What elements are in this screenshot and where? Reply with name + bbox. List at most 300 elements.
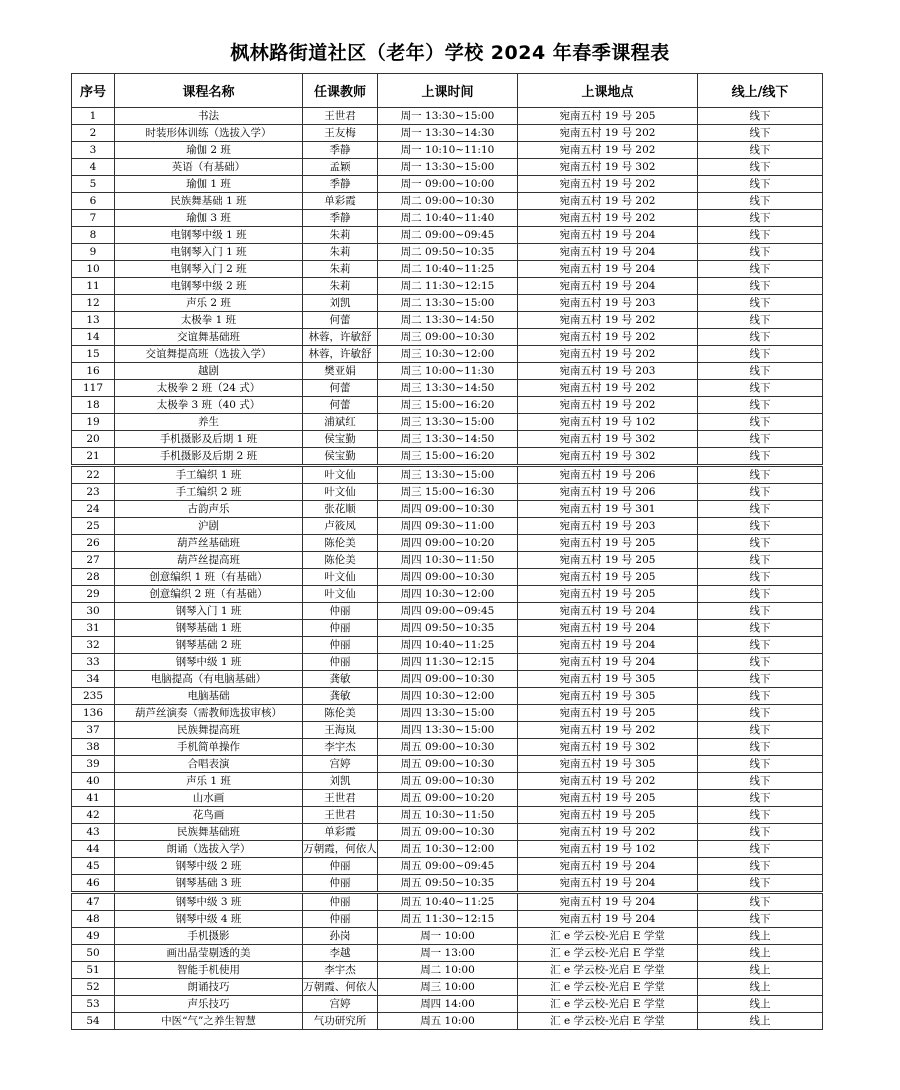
cell-location: 汇 e 学云校-光启 E 学堂 xyxy=(518,996,698,1013)
cell-index: 39 xyxy=(72,756,115,773)
cell-time: 周五 09:00~10:30 xyxy=(378,773,518,790)
cell-mode: 线下 xyxy=(698,824,823,841)
cell-teacher: 李宇杰 xyxy=(303,962,378,979)
cell-time: 周三 13:30~15:00 xyxy=(378,414,518,431)
cell-course: 太极拳 3 班（40 式） xyxy=(115,397,303,414)
cell-index: 28 xyxy=(72,569,115,586)
cell-index: 5 xyxy=(72,176,115,193)
cell-course: 民族舞提高班 xyxy=(115,722,303,739)
table-row xyxy=(72,244,823,261)
cell-teacher: 孟颖 xyxy=(303,159,378,176)
cell-index: 44 xyxy=(72,841,115,858)
cell-mode: 线上 xyxy=(698,928,823,945)
cell-mode: 线下 xyxy=(698,210,823,227)
table-row xyxy=(72,620,823,637)
table-row xyxy=(72,448,823,466)
header-cell-course: 课程名称 xyxy=(115,74,303,108)
cell-time: 周三 15:00~16:30 xyxy=(378,484,518,501)
cell-teacher: 仲丽 xyxy=(303,911,378,928)
cell-teacher: 朱莉 xyxy=(303,227,378,244)
cell-index: 22 xyxy=(72,466,115,484)
cell-location: 宛南五村 19 号 204 xyxy=(518,278,698,295)
cell-teacher: 卢筱凤 xyxy=(303,518,378,535)
cell-course: 手机摄影及后期 2 班 xyxy=(115,448,303,466)
cell-time: 周四 09:00~10:20 xyxy=(378,535,518,552)
cell-index: 30 xyxy=(72,603,115,620)
table-row xyxy=(72,911,823,928)
cell-mode: 线下 xyxy=(698,620,823,637)
table-row xyxy=(72,193,823,210)
cell-location: 宛南五村 19 号 202 xyxy=(518,329,698,346)
cell-mode: 线下 xyxy=(698,431,823,448)
cell-index: 19 xyxy=(72,414,115,431)
cell-index: 4 xyxy=(72,159,115,176)
cell-index: 29 xyxy=(72,586,115,603)
table-row xyxy=(72,841,823,858)
cell-course: 葫芦丝基础班 xyxy=(115,535,303,552)
cell-mode: 线上 xyxy=(698,996,823,1013)
cell-course: 创意编织 1 班（有基础） xyxy=(115,569,303,586)
table-row xyxy=(72,552,823,569)
cell-location: 宛南五村 19 号 203 xyxy=(518,295,698,312)
cell-index: 49 xyxy=(72,928,115,945)
cell-index: 235 xyxy=(72,688,115,705)
cell-location: 宛南五村 19 号 305 xyxy=(518,688,698,705)
cell-time: 周一 13:30~14:30 xyxy=(378,125,518,142)
schedule-table xyxy=(71,73,823,1030)
cell-location: 宛南五村 19 号 102 xyxy=(518,414,698,431)
cell-index: 42 xyxy=(72,807,115,824)
cell-course: 手工编织 1 班 xyxy=(115,466,303,484)
cell-time: 周四 10:40~11:25 xyxy=(378,637,518,654)
header-cell-time: 上课时间 xyxy=(378,74,518,108)
cell-mode: 线下 xyxy=(698,414,823,431)
cell-time: 周五 11:30~12:15 xyxy=(378,911,518,928)
cell-index: 9 xyxy=(72,244,115,261)
cell-index: 13 xyxy=(72,312,115,329)
cell-course: 时装形体训练（选拔入学） xyxy=(115,125,303,142)
table-row xyxy=(72,945,823,962)
cell-time: 周五 09:00~09:45 xyxy=(378,858,518,875)
cell-mode: 线下 xyxy=(698,790,823,807)
cell-teacher: 李越 xyxy=(303,945,378,962)
cell-mode: 线下 xyxy=(698,688,823,705)
cell-mode: 线下 xyxy=(698,911,823,928)
cell-teacher: 侯宝勤 xyxy=(303,431,378,448)
cell-index: 20 xyxy=(72,431,115,448)
cell-index: 24 xyxy=(72,501,115,518)
cell-mode: 线下 xyxy=(698,227,823,244)
cell-mode: 线下 xyxy=(698,671,823,688)
cell-mode: 线下 xyxy=(698,193,823,210)
cell-teacher: 叶文仙 xyxy=(303,484,378,501)
cell-index: 21 xyxy=(72,448,115,466)
cell-time: 周二 10:40~11:25 xyxy=(378,261,518,278)
cell-mode: 线下 xyxy=(698,858,823,875)
cell-course: 创意编织 2 班（有基础） xyxy=(115,586,303,603)
cell-mode: 线下 xyxy=(698,654,823,671)
table-row xyxy=(72,858,823,875)
cell-location: 宛南五村 19 号 204 xyxy=(518,911,698,928)
cell-time: 周四 13:30~15:00 xyxy=(378,705,518,722)
cell-teacher: 叶文仙 xyxy=(303,586,378,603)
table-row xyxy=(72,928,823,945)
cell-course: 钢琴中级 1 班 xyxy=(115,654,303,671)
cell-location: 汇 e 学云校-光启 E 学堂 xyxy=(518,928,698,945)
cell-teacher: 仲丽 xyxy=(303,603,378,620)
cell-teacher: 仲丽 xyxy=(303,875,378,893)
cell-mode: 线下 xyxy=(698,807,823,824)
cell-course: 沪剧 xyxy=(115,518,303,535)
cell-mode: 线下 xyxy=(698,466,823,484)
table-row xyxy=(72,227,823,244)
cell-index: 136 xyxy=(72,705,115,722)
table-row xyxy=(72,773,823,790)
cell-teacher: 孙岗 xyxy=(303,928,378,945)
table-row xyxy=(72,484,823,501)
cell-index: 16 xyxy=(72,363,115,380)
table-row xyxy=(72,807,823,824)
cell-course: 养生 xyxy=(115,414,303,431)
cell-index: 32 xyxy=(72,637,115,654)
cell-course: 钢琴中级 3 班 xyxy=(115,893,303,911)
cell-index: 46 xyxy=(72,875,115,893)
cell-time: 周五 09:00~10:30 xyxy=(378,824,518,841)
cell-mode: 线下 xyxy=(698,637,823,654)
table-row xyxy=(72,518,823,535)
cell-mode: 线下 xyxy=(698,875,823,893)
cell-teacher: 刘凯 xyxy=(303,295,378,312)
cell-time: 周四 14:00 xyxy=(378,996,518,1013)
table-row xyxy=(72,893,823,911)
header-cell-index: 序号 xyxy=(72,74,115,108)
cell-location: 宛南五村 19 号 102 xyxy=(518,841,698,858)
cell-course: 声乐技巧 xyxy=(115,996,303,1013)
cell-time: 周五 10:00 xyxy=(378,1013,518,1030)
cell-time: 周三 15:00~16:20 xyxy=(378,448,518,466)
cell-mode: 线下 xyxy=(698,773,823,790)
cell-teacher: 陈伦美 xyxy=(303,535,378,552)
table-row xyxy=(72,176,823,193)
cell-teacher: 万朝霞，何依人 xyxy=(303,841,378,858)
cell-location: 宛南五村 19 号 205 xyxy=(518,552,698,569)
cell-index: 8 xyxy=(72,227,115,244)
cell-teacher: 李宇杰 xyxy=(303,739,378,756)
table-row xyxy=(72,603,823,620)
cell-location: 宛南五村 19 号 204 xyxy=(518,244,698,261)
cell-teacher: 单彩霞 xyxy=(303,824,378,841)
cell-time: 周二 13:30~14:50 xyxy=(378,312,518,329)
cell-location: 宛南五村 19 号 204 xyxy=(518,654,698,671)
cell-time: 周四 09:30~11:00 xyxy=(378,518,518,535)
cell-teacher: 仲丽 xyxy=(303,620,378,637)
table-row xyxy=(72,671,823,688)
cell-course: 电脑基础 xyxy=(115,688,303,705)
table-row xyxy=(72,875,823,893)
cell-teacher: 朱莉 xyxy=(303,244,378,261)
cell-index: 14 xyxy=(72,329,115,346)
cell-index: 117 xyxy=(72,380,115,397)
cell-index: 11 xyxy=(72,278,115,295)
cell-mode: 线上 xyxy=(698,979,823,996)
table-row xyxy=(72,125,823,142)
table-row xyxy=(72,278,823,295)
cell-teacher: 陈伦美 xyxy=(303,552,378,569)
cell-location: 宛南五村 19 号 202 xyxy=(518,773,698,790)
cell-teacher: 浦斌红 xyxy=(303,414,378,431)
cell-time: 周四 10:30~11:50 xyxy=(378,552,518,569)
table-row xyxy=(72,654,823,671)
cell-time: 周四 09:00~10:30 xyxy=(378,569,518,586)
cell-time: 周四 09:50~10:35 xyxy=(378,620,518,637)
cell-mode: 线下 xyxy=(698,569,823,586)
cell-mode: 线下 xyxy=(698,244,823,261)
cell-course: 电钢琴中级 1 班 xyxy=(115,227,303,244)
cell-course: 手机简单操作 xyxy=(115,739,303,756)
table-row xyxy=(72,688,823,705)
cell-time: 周一 13:00 xyxy=(378,945,518,962)
cell-index: 52 xyxy=(72,979,115,996)
cell-course: 智能手机使用 xyxy=(115,962,303,979)
table-row xyxy=(72,739,823,756)
cell-index: 2 xyxy=(72,125,115,142)
cell-index: 31 xyxy=(72,620,115,637)
cell-location: 宛南五村 19 号 202 xyxy=(518,380,698,397)
cell-course: 钢琴基础 3 班 xyxy=(115,875,303,893)
table-row xyxy=(72,586,823,603)
table-row xyxy=(72,1013,823,1030)
cell-course: 钢琴基础 1 班 xyxy=(115,620,303,637)
cell-teacher: 仲丽 xyxy=(303,858,378,875)
cell-location: 宛南五村 19 号 202 xyxy=(518,125,698,142)
cell-time: 周三 09:00~10:30 xyxy=(378,329,518,346)
table-row xyxy=(72,159,823,176)
cell-course: 钢琴入门 1 班 xyxy=(115,603,303,620)
header-cell-teacher: 任课教师 xyxy=(303,74,378,108)
cell-index: 47 xyxy=(72,893,115,911)
cell-teacher: 单彩霞 xyxy=(303,193,378,210)
cell-course: 交谊舞基础班 xyxy=(115,329,303,346)
cell-course: 手机摄影 xyxy=(115,928,303,945)
cell-course: 朗诵（选拔入学） xyxy=(115,841,303,858)
cell-mode: 线下 xyxy=(698,329,823,346)
cell-time: 周二 09:00~10:30 xyxy=(378,193,518,210)
cell-location: 宛南五村 19 号 302 xyxy=(518,739,698,756)
cell-index: 27 xyxy=(72,552,115,569)
cell-mode: 线下 xyxy=(698,176,823,193)
cell-time: 周五 10:30~12:00 xyxy=(378,841,518,858)
cell-mode: 线下 xyxy=(698,501,823,518)
table-row xyxy=(72,756,823,773)
cell-mode: 线下 xyxy=(698,535,823,552)
cell-location: 宛南五村 19 号 205 xyxy=(518,586,698,603)
cell-time: 周一 13:30~15:00 xyxy=(378,108,518,125)
table-row xyxy=(72,380,823,397)
header-cell-location: 上课地点 xyxy=(518,74,698,108)
cell-course: 声乐 2 班 xyxy=(115,295,303,312)
cell-course: 画出晶莹剔透的美 xyxy=(115,945,303,962)
cell-mode: 线下 xyxy=(698,893,823,911)
cell-mode: 线下 xyxy=(698,756,823,773)
cell-teacher: 陈伦美 xyxy=(303,705,378,722)
cell-mode: 线下 xyxy=(698,261,823,278)
cell-time: 周五 10:30~11:50 xyxy=(378,807,518,824)
cell-index: 18 xyxy=(72,397,115,414)
cell-mode: 线下 xyxy=(698,586,823,603)
cell-time: 周三 15:00~16:20 xyxy=(378,397,518,414)
cell-course: 葫芦丝提高班 xyxy=(115,552,303,569)
cell-course: 民族舞基础 1 班 xyxy=(115,193,303,210)
table-row xyxy=(72,637,823,654)
cell-teacher: 樊亚娟 xyxy=(303,363,378,380)
cell-teacher: 龚敏 xyxy=(303,671,378,688)
cell-location: 宛南五村 19 号 302 xyxy=(518,159,698,176)
cell-course: 瑜伽 3 班 xyxy=(115,210,303,227)
cell-location: 宛南五村 19 号 205 xyxy=(518,108,698,125)
cell-teacher: 朱莉 xyxy=(303,278,378,295)
cell-index: 53 xyxy=(72,996,115,1013)
cell-time: 周三 10:00~11:30 xyxy=(378,363,518,380)
table-row xyxy=(72,824,823,841)
cell-mode: 线上 xyxy=(698,1013,823,1030)
cell-course: 中医“气”之养生智慧 xyxy=(115,1013,303,1030)
cell-location: 汇 e 学云校-光启 E 学堂 xyxy=(518,945,698,962)
cell-course: 太极拳 1 班 xyxy=(115,312,303,329)
cell-location: 宛南五村 19 号 204 xyxy=(518,637,698,654)
cell-location: 宛南五村 19 号 202 xyxy=(518,722,698,739)
table-row xyxy=(72,295,823,312)
cell-mode: 线下 xyxy=(698,705,823,722)
cell-mode: 线下 xyxy=(698,125,823,142)
cell-location: 宛南五村 19 号 204 xyxy=(518,227,698,244)
cell-location: 宛南五村 19 号 202 xyxy=(518,346,698,363)
cell-teacher: 仲丽 xyxy=(303,893,378,911)
cell-index: 41 xyxy=(72,790,115,807)
cell-mode: 线下 xyxy=(698,295,823,312)
cell-time: 周四 11:30~12:15 xyxy=(378,654,518,671)
cell-course: 葫芦丝演奏（需教师选拔审核） xyxy=(115,705,303,722)
table-row xyxy=(72,142,823,159)
cell-teacher: 王世君 xyxy=(303,807,378,824)
cell-course: 民族舞基础班 xyxy=(115,824,303,841)
table-row xyxy=(72,363,823,380)
table-row xyxy=(72,790,823,807)
cell-location: 宛南五村 19 号 205 xyxy=(518,535,698,552)
cell-teacher: 张花顺 xyxy=(303,501,378,518)
cell-teacher: 刘凯 xyxy=(303,773,378,790)
cell-location: 宛南五村 19 号 302 xyxy=(518,431,698,448)
cell-course: 瑜伽 2 班 xyxy=(115,142,303,159)
cell-location: 宛南五村 19 号 202 xyxy=(518,312,698,329)
cell-index: 23 xyxy=(72,484,115,501)
cell-time: 周四 10:30~12:00 xyxy=(378,688,518,705)
cell-index: 54 xyxy=(72,1013,115,1030)
cell-course: 手工编织 2 班 xyxy=(115,484,303,501)
cell-teacher: 气功研究所 xyxy=(303,1013,378,1030)
table-row xyxy=(72,501,823,518)
table-row xyxy=(72,535,823,552)
cell-course: 古韵声乐 xyxy=(115,501,303,518)
cell-time: 周四 09:00~10:30 xyxy=(378,501,518,518)
cell-index: 7 xyxy=(72,210,115,227)
table-row xyxy=(72,346,823,363)
cell-index: 25 xyxy=(72,518,115,535)
cell-mode: 线上 xyxy=(698,962,823,979)
cell-location: 宛南五村 19 号 202 xyxy=(518,142,698,159)
cell-time: 周三 10:00 xyxy=(378,979,518,996)
cell-time: 周四 09:00~09:45 xyxy=(378,603,518,620)
cell-mode: 线下 xyxy=(698,312,823,329)
cell-course: 朗诵技巧 xyxy=(115,979,303,996)
cell-time: 周二 10:00 xyxy=(378,962,518,979)
cell-location: 汇 e 学云校-光启 E 学堂 xyxy=(518,1013,698,1030)
cell-time: 周三 10:30~12:00 xyxy=(378,346,518,363)
table-row xyxy=(72,705,823,722)
cell-location: 宛南五村 19 号 205 xyxy=(518,705,698,722)
cell-time: 周一 09:00~10:00 xyxy=(378,176,518,193)
cell-time: 周一 10:00 xyxy=(378,928,518,945)
cell-mode: 线上 xyxy=(698,945,823,962)
cell-index: 12 xyxy=(72,295,115,312)
cell-course: 英语（有基础） xyxy=(115,159,303,176)
cell-time: 周一 10:10~11:10 xyxy=(378,142,518,159)
cell-teacher: 仲丽 xyxy=(303,637,378,654)
cell-location: 宛南五村 19 号 202 xyxy=(518,176,698,193)
cell-index: 1 xyxy=(72,108,115,125)
table-row xyxy=(72,962,823,979)
cell-location: 宛南五村 19 号 206 xyxy=(518,466,698,484)
cell-time: 周五 10:40~11:25 xyxy=(378,893,518,911)
table-row xyxy=(72,261,823,278)
cell-teacher: 王世君 xyxy=(303,108,378,125)
cell-location: 宛南五村 19 号 204 xyxy=(518,893,698,911)
cell-location: 宛南五村 19 号 204 xyxy=(518,261,698,278)
table-row xyxy=(72,210,823,227)
cell-time: 周四 10:30~12:00 xyxy=(378,586,518,603)
cell-location: 宛南五村 19 号 305 xyxy=(518,671,698,688)
cell-teacher: 侯宝勤 xyxy=(303,448,378,466)
cell-mode: 线下 xyxy=(698,397,823,414)
cell-course: 电脑提高（有电脑基础） xyxy=(115,671,303,688)
cell-time: 周四 13:30~15:00 xyxy=(378,722,518,739)
cell-time: 周二 13:30~15:00 xyxy=(378,295,518,312)
cell-teacher: 何蕾 xyxy=(303,312,378,329)
cell-course: 电钢琴入门 2 班 xyxy=(115,261,303,278)
cell-course: 电钢琴入门 1 班 xyxy=(115,244,303,261)
cell-mode: 线下 xyxy=(698,346,823,363)
cell-course: 手机摄影及后期 1 班 xyxy=(115,431,303,448)
cell-time: 周五 09:00~10:20 xyxy=(378,790,518,807)
cell-time: 周五 09:00~10:30 xyxy=(378,756,518,773)
cell-index: 38 xyxy=(72,739,115,756)
cell-mode: 线下 xyxy=(698,552,823,569)
cell-teacher: 宫婷 xyxy=(303,756,378,773)
cell-location: 宛南五村 19 号 205 xyxy=(518,569,698,586)
cell-location: 宛南五村 19 号 204 xyxy=(518,875,698,893)
table-row xyxy=(72,979,823,996)
cell-location: 宛南五村 19 号 302 xyxy=(518,448,698,466)
cell-course: 声乐 1 班 xyxy=(115,773,303,790)
cell-location: 宛南五村 19 号 301 xyxy=(518,501,698,518)
cell-location: 汇 e 学云校-光启 E 学堂 xyxy=(518,979,698,996)
cell-mode: 线下 xyxy=(698,841,823,858)
cell-location: 宛南五村 19 号 206 xyxy=(518,484,698,501)
cell-index: 48 xyxy=(72,911,115,928)
cell-course: 钢琴中级 4 班 xyxy=(115,911,303,928)
cell-mode: 线下 xyxy=(698,448,823,466)
cell-mode: 线下 xyxy=(698,363,823,380)
cell-location: 宛南五村 19 号 204 xyxy=(518,620,698,637)
